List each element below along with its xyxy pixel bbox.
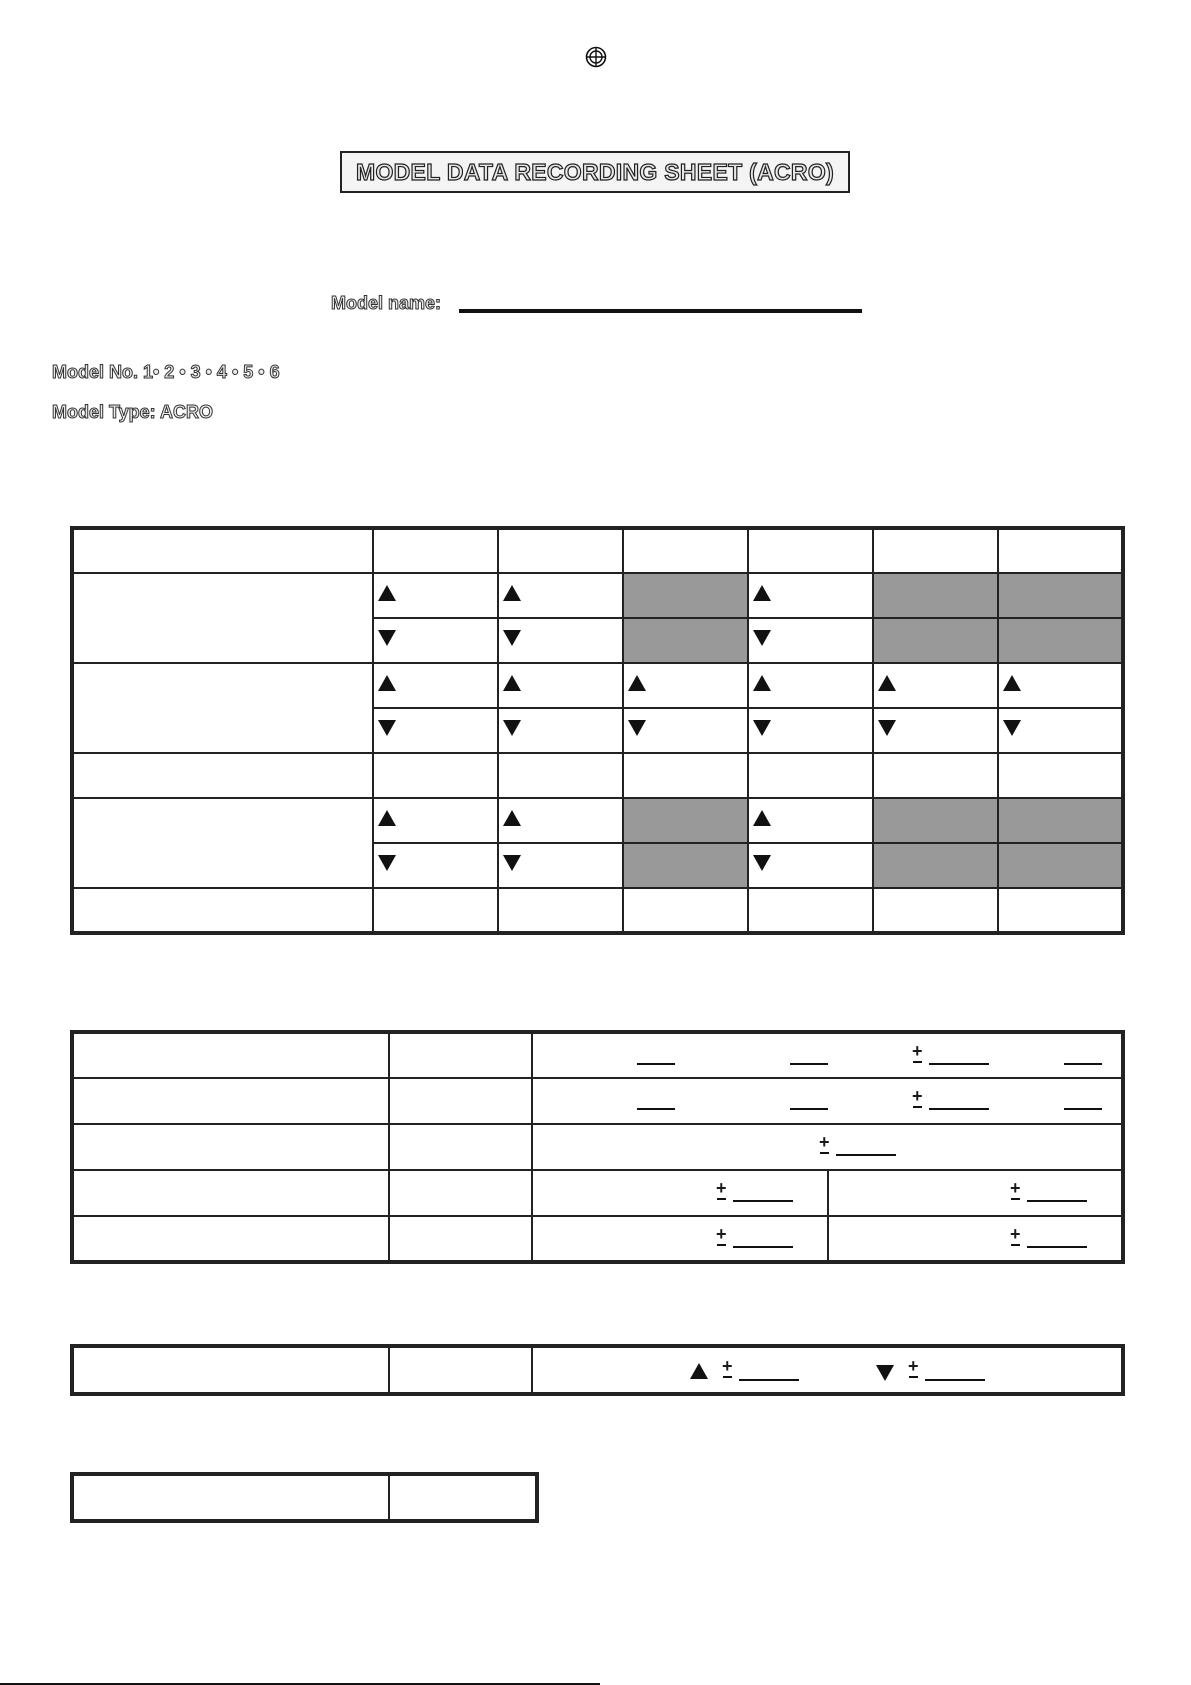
- entry-cell[interactable]: [498, 753, 623, 798]
- offset-table: [70, 1344, 1125, 1396]
- triangle-up-icon: [753, 585, 771, 601]
- misc-table: [70, 1472, 539, 1523]
- triangle-up-icon: [378, 675, 396, 691]
- triangle-down-icon: [1003, 720, 1021, 736]
- entry-cell[interactable]: [748, 573, 873, 618]
- row-label-cell[interactable]: [72, 888, 373, 933]
- plus-minus-sign: +: [1010, 1178, 1021, 1198]
- table-row: [72, 753, 1123, 798]
- triangle-down-icon: [753, 855, 771, 871]
- row-label-cell[interactable]: [72, 798, 373, 888]
- rate-cell-left[interactable]: [532, 1170, 828, 1216]
- entry-cell[interactable]: [873, 753, 998, 798]
- entry-cell[interactable]: [623, 663, 748, 708]
- entry-cell[interactable]: [873, 708, 998, 753]
- entry-cell[interactable]: [373, 888, 498, 933]
- blank-line[interactable]: [790, 1108, 828, 1110]
- entry-cell[interactable]: [748, 798, 873, 843]
- shaded-cell[interactable]: [998, 618, 1123, 663]
- entry-cell[interactable]: [498, 528, 623, 573]
- entry-cell[interactable]: [748, 528, 873, 573]
- table-row: [72, 1216, 1123, 1262]
- entry-cell[interactable]: [623, 708, 748, 753]
- triangle-up-icon: [753, 810, 771, 826]
- entry-cell[interactable]: [498, 618, 623, 663]
- triangle-down-icon: [503, 855, 521, 871]
- entry-cell[interactable]: [498, 843, 623, 888]
- triangle-up-icon: [378, 585, 396, 601]
- blank-line[interactable]: [1064, 1063, 1102, 1065]
- triangle-down-icon: [378, 855, 396, 871]
- row-label-cell[interactable]: [72, 663, 373, 753]
- blank-line[interactable]: [739, 1379, 799, 1381]
- shaded-cell[interactable]: [998, 798, 1123, 843]
- row-label-cell[interactable]: [72, 1078, 389, 1124]
- entry-cell[interactable]: [998, 753, 1123, 798]
- triangle-up-icon: [1003, 675, 1021, 691]
- value-cell[interactable]: [389, 1078, 532, 1124]
- plus-minus-sign: +: [716, 1178, 727, 1198]
- entry-cell[interactable]: [498, 708, 623, 753]
- table-row: [72, 1124, 1123, 1170]
- triangle-up-icon: [378, 810, 396, 826]
- model-name-field[interactable]: [459, 309, 862, 313]
- shaded-cell[interactable]: [623, 618, 748, 663]
- entry-cell[interactable]: [373, 753, 498, 798]
- entry-cell[interactable]: [748, 753, 873, 798]
- triangle-up-icon: [628, 675, 646, 691]
- setting-table: [70, 526, 1125, 935]
- row-label-cell[interactable]: [72, 573, 373, 663]
- blank-line[interactable]: [836, 1154, 896, 1156]
- table-row: [72, 888, 1123, 933]
- row-label-cell[interactable]: [72, 753, 373, 798]
- triangle-up-icon: [753, 675, 771, 691]
- offset-cell[interactable]: [532, 1346, 1123, 1394]
- rate-cell-left[interactable]: [532, 1216, 828, 1262]
- triangle-down-icon: [753, 720, 771, 736]
- shaded-cell[interactable]: [623, 843, 748, 888]
- value-cell[interactable]: [389, 1346, 532, 1394]
- table-row: [72, 798, 1123, 843]
- shaded-cell[interactable]: [873, 618, 998, 663]
- shaded-cell[interactable]: [873, 573, 998, 618]
- triangle-up-icon: [503, 675, 521, 691]
- row-label-cell[interactable]: [72, 1474, 389, 1521]
- plus-minus-sign: +: [908, 1356, 919, 1376]
- plus-minus-sign: +: [819, 1132, 830, 1152]
- plus-minus-sign: +: [716, 1224, 727, 1244]
- entry-cell[interactable]: [748, 708, 873, 753]
- blank-line[interactable]: [1027, 1246, 1087, 1248]
- page-title: MODEL DATA RECORDING SHEET (ACRO): [356, 158, 834, 185]
- entry-cell[interactable]: [373, 618, 498, 663]
- blank-line[interactable]: [637, 1108, 675, 1110]
- model-type-label: Model Type: ACRO: [52, 402, 213, 422]
- entry-cell[interactable]: [498, 798, 623, 843]
- plus-minus-sign: +: [912, 1041, 923, 1061]
- plus-minus-sign: +: [722, 1356, 733, 1376]
- rate-cell[interactable]: [532, 1032, 1123, 1078]
- shaded-cell[interactable]: [873, 843, 998, 888]
- entry-cell[interactable]: [748, 843, 873, 888]
- blank-line[interactable]: [733, 1200, 793, 1202]
- value-cell[interactable]: [389, 1474, 537, 1521]
- entry-cell[interactable]: [623, 753, 748, 798]
- triangle-down-icon: [628, 720, 646, 736]
- entry-cell[interactable]: [373, 573, 498, 618]
- entry-cell[interactable]: [623, 888, 748, 933]
- triangle-down-icon: [753, 630, 771, 646]
- row-label-cell[interactable]: [72, 1346, 389, 1394]
- table-row: [72, 1346, 1123, 1394]
- triangle-down-icon: [503, 630, 521, 646]
- blank-line[interactable]: [733, 1246, 793, 1248]
- blank-line[interactable]: [929, 1108, 989, 1110]
- title-box: [340, 151, 850, 193]
- entry-cell[interactable]: [998, 528, 1123, 573]
- shaded-cell[interactable]: [998, 843, 1123, 888]
- shaded-cell[interactable]: [998, 573, 1123, 618]
- entry-cell[interactable]: [998, 888, 1123, 933]
- rate-cell-right[interactable]: [828, 1216, 1123, 1262]
- triangle-down-icon: [378, 630, 396, 646]
- table-row: [72, 528, 1123, 573]
- plus-minus-sign: +: [1010, 1224, 1021, 1244]
- blank-line[interactable]: [790, 1063, 828, 1065]
- table-row: [72, 1170, 1123, 1216]
- entry-cell[interactable]: [498, 663, 623, 708]
- row-label-cell[interactable]: [72, 1032, 389, 1078]
- plus-minus-sign: +: [912, 1086, 923, 1106]
- shaded-cell[interactable]: [623, 573, 748, 618]
- triangle-down-icon: [503, 720, 521, 736]
- blank-line[interactable]: [929, 1063, 989, 1065]
- triangle-up-icon: [878, 675, 896, 691]
- model-name-label: Model name:: [331, 293, 442, 313]
- table-row: [72, 1078, 1123, 1124]
- entry-cell[interactable]: [373, 708, 498, 753]
- rate-cell[interactable]: [532, 1124, 1123, 1170]
- entry-cell[interactable]: [998, 663, 1123, 708]
- entry-cell[interactable]: [748, 888, 873, 933]
- row-label-cell[interactable]: [72, 1124, 389, 1170]
- entry-cell[interactable]: [373, 528, 498, 573]
- blank-line[interactable]: [925, 1379, 985, 1381]
- entry-cell[interactable]: [873, 528, 998, 573]
- adjustment-table: [70, 1030, 1125, 1264]
- value-cell[interactable]: [389, 1124, 532, 1170]
- triangle-down-icon: [378, 720, 396, 736]
- rate-cell-right[interactable]: [828, 1170, 1123, 1216]
- entry-cell[interactable]: [873, 888, 998, 933]
- triangle-up-icon: [690, 1363, 708, 1379]
- model-number-options: Model No. 1• 2 • 3 • 4 • 5 • 6: [52, 362, 280, 382]
- entry-cell[interactable]: [373, 843, 498, 888]
- rate-cell[interactable]: [532, 1078, 1123, 1124]
- entry-cell[interactable]: [748, 663, 873, 708]
- entry-cell[interactable]: [998, 708, 1123, 753]
- entry-cell[interactable]: [498, 888, 623, 933]
- table-row: [72, 1032, 1123, 1078]
- entry-cell[interactable]: [748, 618, 873, 663]
- shaded-cell[interactable]: [623, 798, 748, 843]
- triangle-down-icon: [878, 720, 896, 736]
- triangle-down-icon: [876, 1365, 894, 1381]
- value-cell[interactable]: [389, 1216, 532, 1262]
- blank-line[interactable]: [1064, 1108, 1102, 1110]
- row-label-cell[interactable]: [72, 528, 373, 573]
- entry-cell[interactable]: [623, 528, 748, 573]
- value-cell[interactable]: [389, 1032, 532, 1078]
- row-label-cell[interactable]: [72, 1170, 389, 1216]
- entry-cell[interactable]: [498, 573, 623, 618]
- table-row: [72, 1474, 537, 1521]
- shaded-cell[interactable]: [873, 798, 998, 843]
- blank-line[interactable]: [637, 1063, 675, 1065]
- entry-cell[interactable]: [373, 798, 498, 843]
- triangle-up-icon: [503, 585, 521, 601]
- entry-cell[interactable]: [373, 663, 498, 708]
- table-row: [72, 573, 1123, 618]
- row-label-cell[interactable]: [72, 1216, 389, 1262]
- crosshair-circle-icon: [585, 46, 607, 68]
- triangle-up-icon: [503, 810, 521, 826]
- blank-line[interactable]: [1027, 1200, 1087, 1202]
- table-row: [72, 663, 1123, 708]
- value-cell[interactable]: [389, 1170, 532, 1216]
- entry-cell[interactable]: [873, 663, 998, 708]
